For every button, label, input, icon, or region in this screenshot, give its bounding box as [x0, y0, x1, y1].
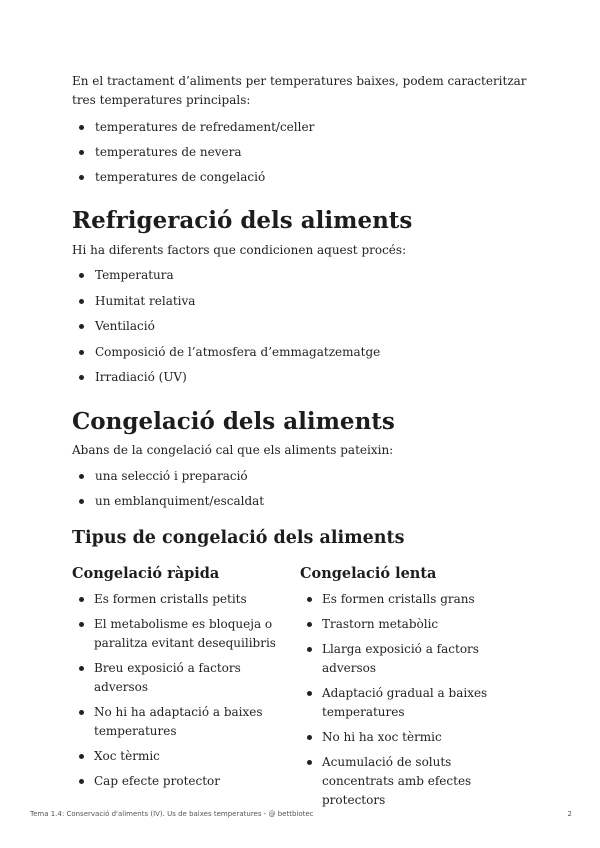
- congelacio-paragraph: Abans de la congelació cal que els aliments pateixin:: [72, 443, 394, 457]
- footer-text: Tema 1.4: Conservació d'aliments (IV). Us de baixes temperatures - @ bettbiotec: [30, 810, 314, 818]
- list-item: Ventilació: [72, 317, 532, 336]
- page-number: 2: [567, 810, 572, 818]
- lenta-list: [300, 590, 512, 816]
- list-item: No hi ha xoc tèrmic: [300, 728, 512, 747]
- intro-paragraph: En el tractament d’aliments per temperatures baixes, podem caracteritzar tres temperatures principals:: [72, 74, 527, 107]
- list-item: temperatures de nevera: [72, 143, 532, 162]
- list-item: temperatures de refredament/celler: [72, 118, 532, 137]
- list-item: Composició de l’atmosfera d’emmagatzematge: [72, 343, 532, 362]
- refrigeracio-list: [72, 266, 532, 387]
- rapida-list: [72, 590, 284, 797]
- congelacio-list: [72, 467, 532, 511]
- section-heading-congelacio: Congelació dels aliments: [72, 408, 395, 435]
- list-item: Cap efecte protector: [72, 772, 284, 791]
- refrigeracio-paragraph: Hi ha diferents factors que condicionen aquest procés:: [72, 243, 407, 257]
- list-item: Acumulació de soluts concentrats amb efectes protectors: [300, 753, 512, 810]
- list-item: temperatures de congelació: [72, 168, 532, 187]
- list-item: No hi ha adaptació a baixes temperatures: [72, 703, 284, 741]
- list-item: Es formen cristalls grans: [300, 590, 512, 609]
- list-item: Xoc tèrmic: [72, 747, 284, 766]
- list-item: Es formen cristalls petits: [72, 590, 284, 609]
- list-item: Adaptació gradual a baixes temperatures: [300, 684, 512, 722]
- list-item: un emblanquiment/escaldat: [72, 492, 532, 511]
- list-item: Llarga exposició a factors adversos: [300, 640, 512, 678]
- subsection-heading-tipus: Tipus de congelació dels aliments: [72, 528, 405, 548]
- list-item: Trastorn metabòlic: [300, 615, 512, 634]
- section-heading-refrigeracio: Refrigeració dels aliments: [72, 207, 413, 234]
- list-item: Temperatura: [72, 266, 532, 285]
- list-item: una selecció i preparació: [72, 467, 532, 486]
- intro-list: [72, 118, 532, 187]
- list-item: Humitat relativa: [72, 292, 532, 311]
- list-item: Breu exposició a factors adversos: [72, 659, 284, 697]
- column-heading-rapida: Congelació ràpida: [72, 565, 220, 582]
- column-heading-lenta: Congelació lenta: [300, 565, 437, 582]
- list-item: El metabolisme es bloqueja o paralitza evitant desequilibris: [72, 615, 284, 653]
- list-item: Irradiació (UV): [72, 368, 532, 387]
